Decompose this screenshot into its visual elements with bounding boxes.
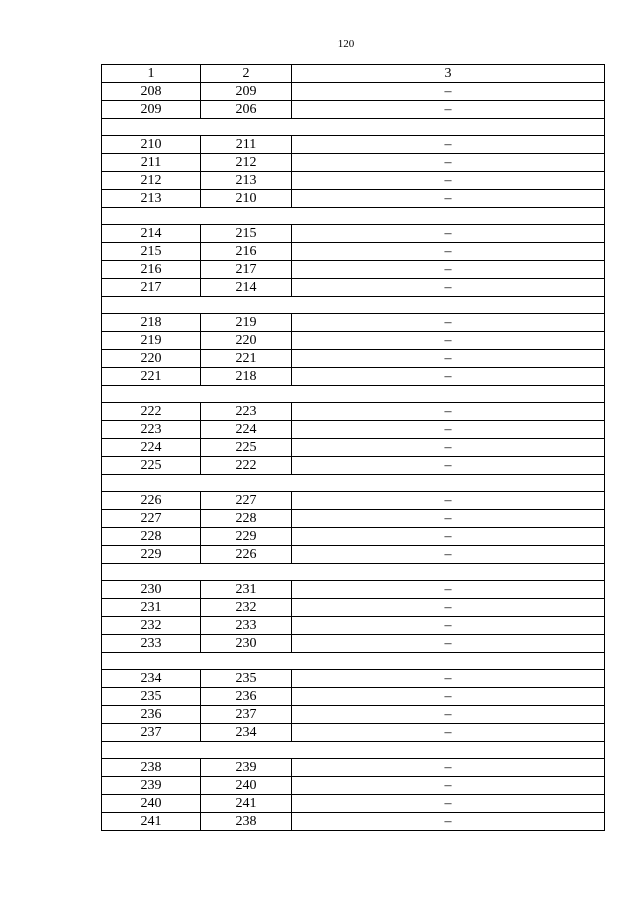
table-cell-col-2: 215 — [201, 225, 292, 243]
table-cell-col-1: 210 — [102, 136, 201, 154]
table-cell-col-1: 209 — [102, 101, 201, 119]
table-cell-col-2: 220 — [201, 332, 292, 350]
table-cell-col-2: 234 — [201, 724, 292, 742]
table-cell-col-2: 240 — [201, 777, 292, 795]
table-cell-col-1: 226 — [102, 492, 201, 510]
table-cell-col-3: – — [292, 510, 605, 528]
group-separator-row — [102, 119, 605, 136]
separator-cell — [102, 653, 605, 670]
table-cell-col-2: 209 — [201, 83, 292, 101]
table-cell-col-3: – — [292, 688, 605, 706]
table-cell-col-1: 212 — [102, 172, 201, 190]
group-separator-row — [102, 564, 605, 581]
table-row — [102, 599, 605, 617]
group-separator-row — [102, 208, 605, 225]
table-cell-col-2: 224 — [201, 421, 292, 439]
table-cell-col-3: – — [292, 795, 605, 813]
group-separator-row — [102, 475, 605, 492]
header-cell-3: 3 — [292, 65, 605, 83]
table-cell-col-2: 237 — [201, 706, 292, 724]
table-cell-col-2: 221 — [201, 350, 292, 368]
table-cell-col-3: – — [292, 225, 605, 243]
table-cell-col-1: 216 — [102, 261, 201, 279]
table-cell-col-2: 229 — [201, 528, 292, 546]
table-cell-col-1: 214 — [102, 225, 201, 243]
table-cell-col-1: 239 — [102, 777, 201, 795]
table-cell-col-2: 231 — [201, 581, 292, 599]
table-cell-col-2: 226 — [201, 546, 292, 564]
table-cell-col-1: 220 — [102, 350, 201, 368]
table-cell-col-2: 213 — [201, 172, 292, 190]
table-row — [102, 670, 605, 688]
table-cell-col-1: 217 — [102, 279, 201, 297]
table-cell-col-3: – — [292, 581, 605, 599]
table-cell-col-1: 208 — [102, 83, 201, 101]
table-cell-col-3: – — [292, 635, 605, 653]
table-row — [102, 813, 605, 831]
table-cell-col-3: – — [292, 172, 605, 190]
data-table — [101, 64, 605, 831]
page-number: 120 — [337, 38, 355, 50]
table-cell-col-2: 230 — [201, 635, 292, 653]
table-cell-col-2: 206 — [201, 101, 292, 119]
table-cell-col-3: – — [292, 617, 605, 635]
table-row — [102, 421, 605, 439]
table-row — [102, 261, 605, 279]
separator-cell — [102, 208, 605, 225]
table-cell-col-2: 239 — [201, 759, 292, 777]
table-cell-col-3: – — [292, 492, 605, 510]
table-cell-col-2: 236 — [201, 688, 292, 706]
table-cell-col-1: 222 — [102, 403, 201, 421]
table-cell-col-3: – — [292, 759, 605, 777]
table-row — [102, 190, 605, 208]
table-row — [102, 225, 605, 243]
table-cell-col-1: 234 — [102, 670, 201, 688]
table-cell-col-2: 214 — [201, 279, 292, 297]
table-row — [102, 724, 605, 742]
table-row — [102, 83, 605, 101]
table-cell-col-3: – — [292, 314, 605, 332]
table-row — [102, 759, 605, 777]
separator-cell — [102, 297, 605, 314]
table-cell-col-1: 241 — [102, 813, 201, 831]
table-row — [102, 101, 605, 119]
header-row — [102, 65, 605, 83]
table-cell-col-1: 228 — [102, 528, 201, 546]
table-row — [102, 154, 605, 172]
table-cell-col-3: – — [292, 368, 605, 386]
table-cell-col-3: – — [292, 777, 605, 795]
table-row — [102, 581, 605, 599]
table-cell-col-3: – — [292, 332, 605, 350]
table-row — [102, 172, 605, 190]
table-cell-col-2: 211 — [201, 136, 292, 154]
table-row — [102, 457, 605, 475]
table-cell-col-1: 211 — [102, 154, 201, 172]
table-cell-col-1: 237 — [102, 724, 201, 742]
table-cell-col-1: 232 — [102, 617, 201, 635]
separator-cell — [102, 742, 605, 759]
table-body — [102, 65, 605, 831]
table-cell-col-1: 233 — [102, 635, 201, 653]
table-row — [102, 777, 605, 795]
table-cell-col-2: 235 — [201, 670, 292, 688]
table-cell-col-1: 223 — [102, 421, 201, 439]
table-row — [102, 706, 605, 724]
table-cell-col-2: 219 — [201, 314, 292, 332]
table-cell-col-3: – — [292, 599, 605, 617]
group-separator-row — [102, 653, 605, 670]
table-cell-col-1: 236 — [102, 706, 201, 724]
table-cell-col-2: 212 — [201, 154, 292, 172]
table-cell-col-3: – — [292, 83, 605, 101]
table-row — [102, 136, 605, 154]
table-row — [102, 350, 605, 368]
table-row — [102, 332, 605, 350]
table-row — [102, 528, 605, 546]
table-cell-col-1: 238 — [102, 759, 201, 777]
table-cell-col-1: 224 — [102, 439, 201, 457]
table-cell-col-1: 235 — [102, 688, 201, 706]
table-cell-col-1: 213 — [102, 190, 201, 208]
table-cell-col-3: – — [292, 190, 605, 208]
table-cell-col-2: 225 — [201, 439, 292, 457]
table-row — [102, 368, 605, 386]
header-cell-2: 2 — [201, 65, 292, 83]
table-row — [102, 635, 605, 653]
table-cell-col-2: 216 — [201, 243, 292, 261]
table-cell-col-3: – — [292, 154, 605, 172]
table-cell-col-2: 218 — [201, 368, 292, 386]
table-cell-col-1: 230 — [102, 581, 201, 599]
table-row — [102, 279, 605, 297]
table-cell-col-1: 231 — [102, 599, 201, 617]
separator-cell — [102, 564, 605, 581]
table-row — [102, 243, 605, 261]
table-cell-col-2: 223 — [201, 403, 292, 421]
table-cell-col-2: 241 — [201, 795, 292, 813]
table-cell-col-2: 232 — [201, 599, 292, 617]
group-separator-row — [102, 297, 605, 314]
table-cell-col-1: 218 — [102, 314, 201, 332]
table-cell-col-3: – — [292, 439, 605, 457]
table-cell-col-3: – — [292, 350, 605, 368]
table-cell-col-1: 240 — [102, 795, 201, 813]
table-cell-col-3: – — [292, 136, 605, 154]
table-cell-col-3: – — [292, 101, 605, 119]
table-cell-col-3: – — [292, 261, 605, 279]
header-cell-1: 1 — [102, 65, 201, 83]
table-row — [102, 439, 605, 457]
table-row — [102, 617, 605, 635]
group-separator-row — [102, 386, 605, 403]
table-cell-col-1: 221 — [102, 368, 201, 386]
table-cell-col-3: – — [292, 279, 605, 297]
table-cell-col-3: – — [292, 670, 605, 688]
table-cell-col-1: 227 — [102, 510, 201, 528]
table-cell-col-3: – — [292, 706, 605, 724]
table-cell-col-3: – — [292, 421, 605, 439]
table-cell-col-2: 227 — [201, 492, 292, 510]
table-row — [102, 403, 605, 421]
table-cell-col-3: – — [292, 528, 605, 546]
table-cell-col-2: 233 — [201, 617, 292, 635]
table-cell-col-1: 215 — [102, 243, 201, 261]
table-row — [102, 314, 605, 332]
table-cell-col-3: – — [292, 546, 605, 564]
table-cell-col-1: 219 — [102, 332, 201, 350]
table-cell-col-3: – — [292, 724, 605, 742]
table-cell-col-2: 238 — [201, 813, 292, 831]
table-cell-col-3: – — [292, 403, 605, 421]
table-cell-col-3: – — [292, 457, 605, 475]
table-cell-col-3: – — [292, 243, 605, 261]
separator-cell — [102, 119, 605, 136]
table-cell-col-2: 217 — [201, 261, 292, 279]
separator-cell — [102, 386, 605, 403]
table-cell-col-2: 222 — [201, 457, 292, 475]
group-separator-row — [102, 742, 605, 759]
separator-cell — [102, 475, 605, 492]
table-cell-col-2: 210 — [201, 190, 292, 208]
table-cell-col-1: 229 — [102, 546, 201, 564]
table-cell-col-1: 225 — [102, 457, 201, 475]
table-row — [102, 688, 605, 706]
table-row — [102, 795, 605, 813]
table-cell-col-2: 228 — [201, 510, 292, 528]
table-row — [102, 510, 605, 528]
table-row — [102, 492, 605, 510]
table-cell-col-3: – — [292, 813, 605, 831]
table-row — [102, 546, 605, 564]
